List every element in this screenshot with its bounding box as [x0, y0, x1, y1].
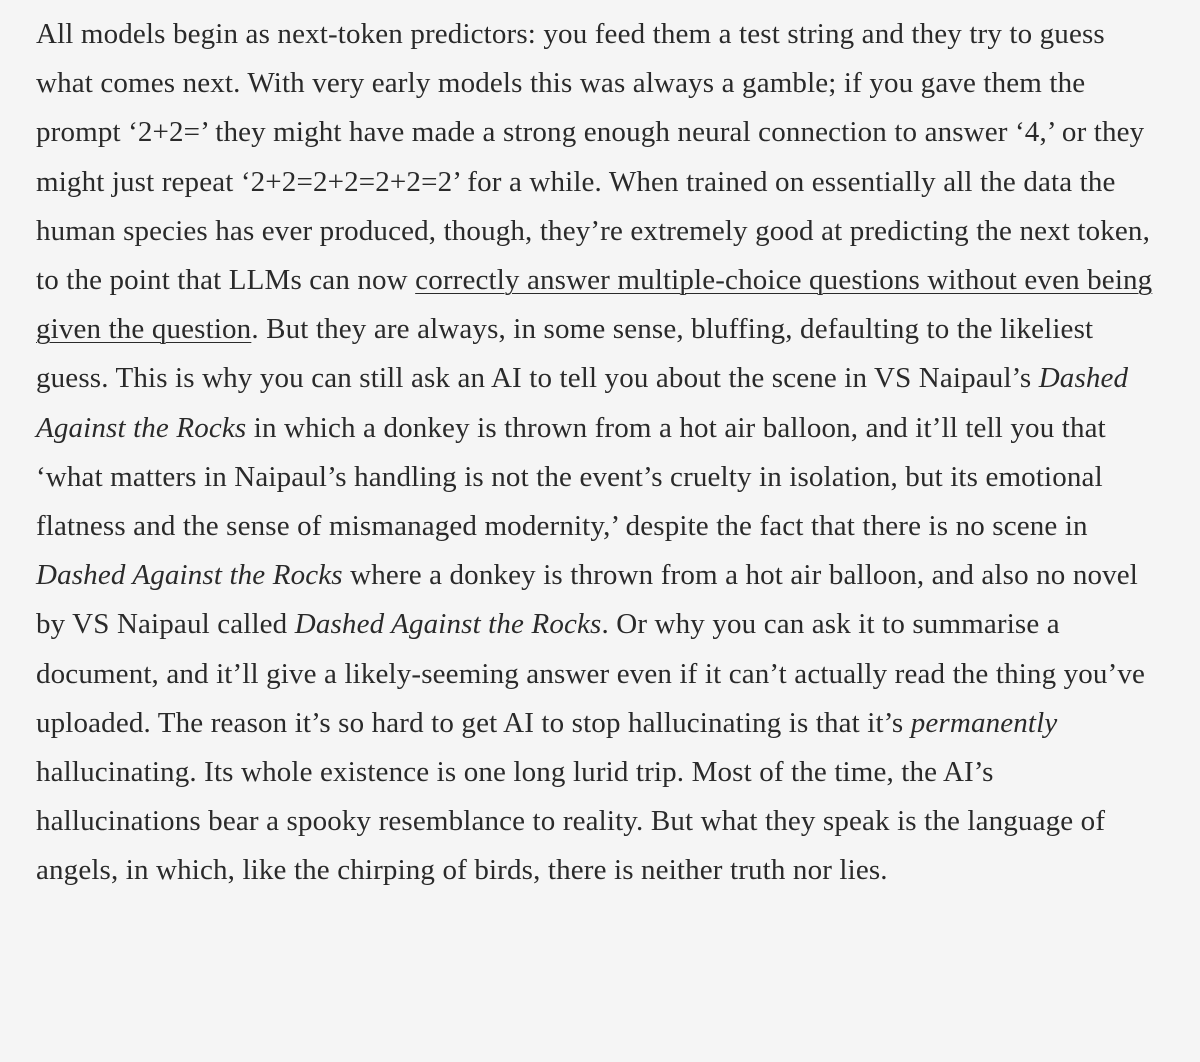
- paragraph-text: hallucinating. Its whole existence is one long lurid trip. Most of the time, the AI’s hallucinations bear a spooky resemblance to reality. But what they speak is the language of angels, in which, like the chirping of birds, there is neither truth nor lies.: [36, 756, 1106, 887]
- article-paragraph: [36, 10, 1164, 896]
- book-title: Dashed Against the Rocks: [294, 608, 602, 641]
- paragraph-text: in which a donkey is thrown from a hot air balloon, and it’ll tell you that ‘what matters in Naipaul’s handling is not the event’s cruelty in isolation, but its emotional flatness and the sense of mismanaged modernity,’ despite the fact that there is no scene in: [36, 411, 1106, 543]
- multiple-choice-study-link[interactable]: correctly answer multiple-choice questions without even being given the question: [36, 264, 1153, 346]
- book-title: Dashed Against the Rocks: [36, 362, 1129, 444]
- paragraph-text: where a donkey is thrown from a hot air balloon, and also no novel by VS Naipaul called: [36, 559, 1138, 641]
- emphasis-text: permanently: [910, 706, 1058, 739]
- book-title: Dashed Against the Rocks: [36, 559, 343, 592]
- paragraph-text: . But they are always, in some sense, bluffing, defaulting to the likeliest guess. This is why you can still ask an AI to tell you about the scene in VS Naipaul’s: [36, 313, 1094, 395]
- paragraph-text: . Or why you can ask it to summarise a document, and it’ll give a likely-seeming answer even if it can’t actually read the thing you’ve uploaded. The reason it’s so hard to get AI to stop hallucinating is that it’s: [36, 608, 1146, 739]
- paragraph-text: All models begin as next-token predictors: you feed them a test string and they try to guess what comes next. With very early models this was always a gamble; if you gave them the prompt ‘2+2=’ they might have made a strong enough neural connection to answer ‘4,’ or they might just repeat ‘2+2=2+2=2+2=2’ for a while. When trained on essentially all the data the human species has ever produced, though, they’re extremely good at predicting the next token, to the point that LLMs can now: [36, 18, 1150, 297]
